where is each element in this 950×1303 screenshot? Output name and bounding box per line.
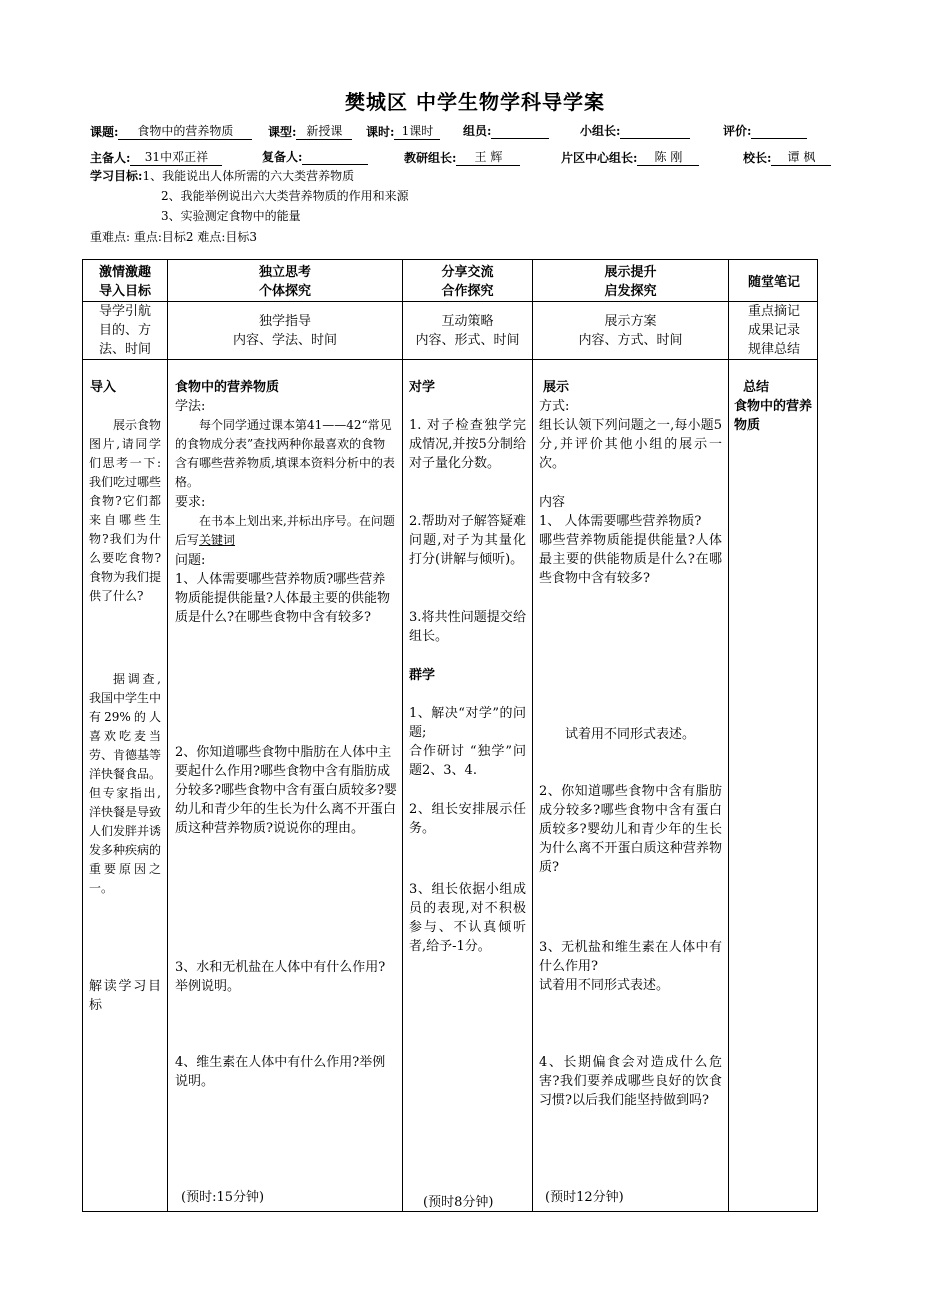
subheader-notes: 重点摘记 成果记录 规律总结 xyxy=(747,304,800,357)
document-title: 樊城区 中学生物学科导学案 xyxy=(345,90,605,114)
rating-field: 评价: xyxy=(723,122,807,139)
group-step-1: 1、解决“对学”的问题; 合作研讨 “独学”问题2、3、4. xyxy=(409,706,526,778)
col-header-notes: 随堂笔记 xyxy=(747,275,800,290)
objective-item: 3、实验测定食物中的能量 xyxy=(161,209,301,223)
content-3: 3、无机盐和维生素在人体中有什么作用? 试着用不同形式表述。 xyxy=(539,940,722,993)
individual-heading: 食物中的营养物质 xyxy=(175,380,280,395)
individual-time: (预时:15分钟) xyxy=(181,1190,265,1205)
content-label: 内容 xyxy=(539,495,566,510)
question-1: 1、人体需要哪些营养物质?哪些营养物质能提供能量?人体最主要的供能物质是什么?在哪些食物中含有较多? xyxy=(175,572,390,625)
main-preparer-value: 31中邓正祥 xyxy=(130,148,222,166)
research-leader-field: 教研组长: 王 辉 xyxy=(404,148,520,166)
objectives-label: 学习目标: xyxy=(90,169,143,183)
lesson-plan-table xyxy=(82,259,818,1212)
district-leader-value: 陈 刚 xyxy=(637,148,699,166)
lesson-type-value: 新授课 xyxy=(296,122,352,140)
content-4: 4、长期偏食会对造成什么危害?我们要养成哪些良好的饮食习惯?以后我们能坚持做到吗? xyxy=(539,1055,722,1108)
district-leader-field: 片区中心组长: 陈 刚 xyxy=(561,148,699,166)
principal-field: 校长: 谭 枫 xyxy=(743,148,831,166)
members-field: 组员: xyxy=(463,122,549,139)
rating-value xyxy=(751,125,807,139)
objective-item: 2、我能举例说出六大类营养物质的作用和来源 xyxy=(161,189,409,203)
co-preparer-field: 复备人: xyxy=(262,148,368,165)
question-3: 3、水和无机盐在人体中有什么作用?举例说明。 xyxy=(175,960,386,994)
lesson-type-field: 课型: 新授课 xyxy=(268,122,352,140)
principal-value: 谭 枫 xyxy=(771,148,831,166)
key-points: 重难点: 重点:目标2 难点:目标3 xyxy=(90,230,258,244)
cooperative-time: (预时8分钟) xyxy=(423,1195,494,1210)
subheader-individual: 独学指导 内容、学法、时间 xyxy=(232,314,337,348)
method-label: 学法: xyxy=(175,399,206,414)
topic-value: 食物中的营养物质 xyxy=(118,122,252,140)
subheader-cooperative: 互动策略 内容、形式、时间 xyxy=(415,314,520,348)
survey-text: 据调查,我国中学生中有29%的人喜欢吃麦当劳、肯德基等洋快餐食品。但专家指出,洋快餐是导致人们发胖并诱发多种疾病的重要原因之一。 xyxy=(89,672,162,895)
summary-heading: 总结 xyxy=(743,380,770,395)
main-preparer-field: 主备人: 31中邓正祥 xyxy=(90,148,222,166)
read-objectives: 解读学习目标 xyxy=(89,979,161,1013)
group-step-2: 2、组长安排展示任务。 xyxy=(409,802,526,836)
content-1: 1、 人体需要哪些营养物质? 哪些营养物质能提供能量?人体最主要的供能物质是什么?在哪些食物中含有较多? xyxy=(539,514,722,586)
summary-text: 食物中的营养物质 xyxy=(734,399,813,433)
pair-step-1: 1. 对子检查独学完成情况,并按5分制给对子量化分数。 xyxy=(409,418,526,471)
col-header-intro: 激情激趣 导入目标 xyxy=(98,265,151,299)
subheader-presentation: 展示方案 内容、方式、时间 xyxy=(578,314,683,348)
pair-step-2: 2.帮助对子解答疑难问题,对子为其量化打分(讲解与倾听)。 xyxy=(409,514,526,567)
method-text: 每个同学通过课本第41——42“常见的食物成分表”查找两种你最喜欢的食物含有哪些营养物质,填课本资料分析中的表格。 xyxy=(175,418,395,489)
col-header-cooperative: 分享交流 合作探究 xyxy=(441,265,494,299)
presentation-time: (预时12分钟) xyxy=(545,1190,624,1205)
class-hours-value: 1课时 xyxy=(394,122,440,140)
question-2: 2、你知道哪些食物中脂肪在人体中主要起什么作用?哪些食物中含有脂肪成分较多?哪些食物中含有蛋白质较多?婴幼儿和青少年的生长为什么离不开蛋白质这种营养物质?说说你的理由。 xyxy=(175,745,397,836)
question-label: 问题: xyxy=(175,553,206,568)
group-leader-field: 小组长: xyxy=(580,122,690,139)
question-4: 4、维生素在人体中有什么作用?举例说明。 xyxy=(175,1055,386,1089)
subheader-intro: 导学引航 目的、方 法、时间 xyxy=(98,304,151,357)
presentation-method-text: 组长认领下列问题之一,每小题5分,并评价其他小组的展示一次。 xyxy=(539,418,722,471)
presentation-heading: 展示 xyxy=(543,380,570,395)
group-leader-value xyxy=(620,125,690,139)
topic-field: 课题: 食物中的营养物质 xyxy=(90,122,252,140)
intro-heading: 导入 xyxy=(90,380,117,395)
co-preparer-value xyxy=(302,151,368,165)
form-hint: 试着用不同形式表述。 xyxy=(565,727,696,742)
intro-text: 展示食物图片,请同学们思考一下:我们吃过哪些食物?它们都来自哪些生物?我们为什么要吃食物?食物为我们提供了什么? xyxy=(89,418,162,603)
presentation-method-label: 方式: xyxy=(539,399,570,414)
pair-step-3: 3.将共性问题提交给组长。 xyxy=(409,610,526,644)
class-hours-field: 课时: 1课时 xyxy=(366,122,440,140)
content-2: 2、你知道哪些食物中含有脂肪成分较多?哪些食物中含有蛋白质较多?婴幼儿和青少年的生长为什么离不开蛋白质这种营养物质? xyxy=(539,784,722,875)
members-value xyxy=(491,125,549,139)
objective-item: 1、我能说出人体所需的六大类营养物质 xyxy=(142,169,355,183)
group-step-3: 3、组长依据小组成员的表现,对不积极参与、不认真倾听者,给予-1分。 xyxy=(409,882,526,954)
requirement-text: 在书本上划出来,并标出序号。在问题后写关键词 xyxy=(175,514,395,547)
col-header-presentation: 展示提升 启发探究 xyxy=(604,265,657,299)
group-heading: 群学 xyxy=(409,668,436,683)
research-leader-value: 王 辉 xyxy=(456,148,520,166)
col-header-individual: 独立思考 个体探究 xyxy=(258,265,311,299)
pair-heading: 对学 xyxy=(409,380,436,395)
objectives-line-1 xyxy=(90,167,354,184)
requirement-label: 要求: xyxy=(175,495,206,510)
